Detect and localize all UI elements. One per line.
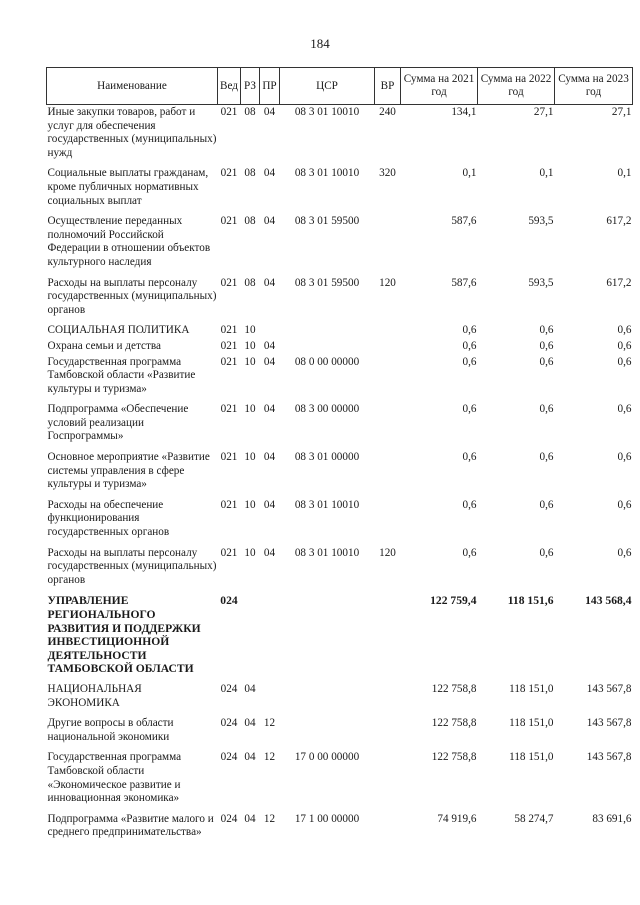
row-ved: 021	[220, 403, 238, 416]
table-row	[47, 403, 633, 451]
row-pr: 12	[263, 812, 276, 825]
row-rz	[241, 594, 260, 683]
row-sum-2021: 0,6	[462, 324, 477, 337]
row-csr: 08 3 01 59500	[294, 276, 360, 289]
table-body	[47, 105, 633, 847]
row-sum-2023: 0,6	[617, 451, 632, 464]
row-name: Социальные выплаты гражданам, кроме публичных нормативных социальных выплат	[47, 167, 209, 207]
row-ved: 024	[220, 594, 238, 608]
row-vr	[375, 594, 401, 683]
row-name: Расходы на выплаты персоналу государственных (муниципальных) органов	[47, 546, 217, 586]
row-csr: 17 0 00 00000	[294, 751, 360, 764]
row-sum-2021: 0,6	[462, 498, 477, 511]
header-sum-2022: Сумма на 2022 год	[478, 68, 555, 105]
row-sum-2023: 83 691,6	[592, 812, 632, 825]
row-sum-2021: 122 758,8	[431, 717, 477, 730]
row-ved: 024	[220, 717, 238, 730]
row-ved: 021	[220, 215, 238, 228]
row-sum-2023: 27,1	[611, 106, 632, 118]
row-name: Осуществление переданных полномочий Российской Федерации в отношении объектов культурного наследия	[47, 215, 211, 268]
row-name: УПРАВЛЕНИЕ РЕГИОНАЛЬНОГО РАЗВИТИЯ И ПОДДЕРЖКИ ИНВЕСТИЦИОННОЙ ДЕЯТЕЛЬНОСТИ ТАМБОВСКОЙ ОБЛАСТИ	[47, 594, 201, 676]
table-row	[47, 451, 633, 499]
row-sum-2022: 0,6	[539, 403, 554, 416]
row-sum-2021: 0,6	[462, 355, 477, 368]
table-row	[47, 499, 633, 547]
row-sum-2023: 617,2	[606, 276, 632, 289]
row-csr: 08 3 01 10010	[294, 106, 360, 118]
row-pr: 04	[263, 167, 276, 180]
row-name: Расходы на выплаты персоналу государственных (муниципальных) органов	[47, 276, 217, 316]
row-name: Охрана семьи и детства	[47, 339, 161, 352]
table-row	[47, 340, 633, 356]
row-sum-2023: 0,6	[617, 498, 632, 511]
table-row	[47, 547, 633, 595]
row-vr: 120	[379, 276, 396, 289]
row-name: Иные закупки товаров, работ и услуг для обеспечения государственных (муниципальных) нужд	[47, 106, 217, 159]
row-csr	[280, 683, 375, 717]
row-sum-2022: 0,6	[539, 355, 554, 368]
row-sum-2021: 134,1	[451, 106, 477, 118]
row-sum-2021: 0,6	[462, 451, 477, 464]
row-pr: 04	[263, 451, 276, 464]
row-sum-2023: 143 568,4	[585, 594, 632, 608]
row-csr: 08 3 01 10010	[294, 546, 360, 559]
row-sum-2021: 122 758,8	[431, 751, 477, 764]
row-csr	[280, 324, 375, 340]
header-ved: Вед	[218, 68, 241, 105]
table-row	[47, 751, 633, 812]
row-rz: 04	[244, 812, 256, 825]
row-vr	[375, 751, 401, 812]
header-sum-2021: Сумма на 2021 год	[401, 68, 478, 105]
table-row	[47, 594, 633, 683]
row-csr: 08 3 01 10010	[294, 498, 360, 511]
row-csr	[280, 594, 375, 683]
row-vr	[375, 499, 401, 547]
row-pr	[260, 324, 280, 340]
row-csr: 08 3 01 00000	[294, 451, 360, 464]
row-ved: 021	[220, 339, 238, 352]
row-ved: 024	[220, 682, 238, 695]
row-vr	[375, 324, 401, 340]
row-csr: 17 1 00 00000	[294, 812, 360, 825]
row-sum-2022: 0,1	[539, 167, 554, 180]
row-pr: 04	[263, 106, 276, 118]
row-ved: 021	[220, 276, 238, 289]
row-rz: 10	[244, 403, 256, 416]
row-pr: 04	[263, 276, 276, 289]
row-csr	[280, 340, 375, 356]
row-sum-2023: 0,6	[617, 339, 632, 352]
row-rz: 04	[244, 717, 256, 730]
row-sum-2023: 0,6	[617, 355, 632, 368]
row-vr	[375, 813, 401, 847]
row-name: Государственная программа Тамбовской области «Экономическое развитие и инновационная экономика»	[47, 751, 182, 805]
row-sum-2021: 0,6	[462, 403, 477, 416]
row-rz: 10	[244, 355, 256, 368]
row-rz: 10	[244, 546, 256, 559]
row-pr	[260, 683, 280, 717]
table-row	[47, 324, 633, 340]
header-rz: РЗ	[241, 68, 260, 105]
row-pr: 04	[263, 498, 276, 511]
table-row	[47, 215, 633, 276]
row-vr	[375, 215, 401, 276]
row-sum-2021: 0,1	[462, 167, 477, 180]
row-rz: 10	[244, 451, 256, 464]
row-name: Государственная программа Тамбовской области «Развитие культуры и туризма»	[47, 355, 196, 395]
row-pr: 04	[263, 546, 276, 559]
table-row	[47, 167, 633, 215]
header-pr: ПР	[260, 68, 280, 105]
table-row	[47, 813, 633, 847]
row-sum-2022: 118 151,6	[507, 594, 554, 608]
row-vr: 320	[379, 167, 396, 180]
row-name: НАЦИОНАЛЬНАЯ ЭКОНОМИКА	[47, 682, 142, 709]
row-rz: 04	[244, 682, 256, 695]
row-sum-2022: 118 151,0	[509, 682, 554, 695]
row-rz: 04	[244, 751, 256, 764]
row-sum-2022: 0,6	[539, 498, 554, 511]
row-pr: 04	[263, 403, 276, 416]
row-csr: 08 3 00 00000	[294, 403, 360, 416]
row-ved: 021	[220, 546, 238, 559]
table-row	[47, 277, 633, 325]
row-sum-2023: 143 567,8	[586, 751, 632, 764]
row-vr	[375, 717, 401, 751]
row-sum-2023: 617,2	[606, 215, 632, 228]
table-row	[47, 105, 633, 168]
row-vr	[375, 451, 401, 499]
row-sum-2022: 0,6	[539, 546, 554, 559]
row-ved: 021	[220, 324, 238, 337]
row-sum-2022: 118 151,0	[509, 717, 554, 730]
row-ved: 024	[220, 812, 238, 825]
row-pr: 12	[263, 751, 276, 764]
row-rz: 10	[244, 498, 256, 511]
row-rz: 08	[244, 106, 256, 118]
header-vr: ВР	[375, 68, 401, 105]
row-ved: 021	[220, 106, 238, 118]
row-ved: 021	[220, 451, 238, 464]
row-sum-2023: 0,1	[617, 167, 632, 180]
row-vr	[375, 356, 401, 404]
row-rz: 08	[244, 215, 256, 228]
row-ved: 021	[220, 167, 238, 180]
row-ved: 021	[220, 355, 238, 368]
row-rz: 08	[244, 276, 256, 289]
row-csr	[280, 717, 375, 751]
row-vr	[375, 340, 401, 356]
row-sum-2022: 0,6	[539, 451, 554, 464]
row-name: Подпрограмма «Развитие малого и среднего предпринимательства»	[47, 812, 214, 839]
row-sum-2021: 0,6	[462, 546, 477, 559]
row-sum-2022: 27,1	[533, 106, 554, 118]
row-sum-2021: 74 919,6	[437, 812, 477, 825]
row-sum-2023: 0,6	[617, 403, 632, 416]
table-row	[47, 683, 633, 717]
row-rz: 08	[244, 167, 256, 180]
row-pr: 04	[263, 339, 276, 352]
table-row	[47, 717, 633, 751]
row-sum-2021: 587,6	[451, 215, 477, 228]
row-sum-2022: 118 151,0	[509, 751, 554, 764]
row-sum-2022: 58 274,7	[514, 812, 554, 825]
row-rz: 10	[244, 324, 256, 337]
row-sum-2021: 122 758,8	[431, 682, 477, 695]
row-name: Другие вопросы в области национальной экономики	[47, 717, 174, 743]
row-ved: 021	[220, 498, 238, 511]
row-sum-2023: 143 567,8	[586, 682, 632, 695]
row-name: Расходы на обеспечение функционирования государственных органов	[47, 498, 170, 539]
budget-table	[46, 67, 633, 847]
row-sum-2022: 0,6	[539, 339, 554, 352]
row-rz: 10	[244, 339, 256, 352]
row-csr: 08 3 01 59500	[294, 215, 360, 228]
row-ved: 024	[220, 751, 238, 764]
row-sum-2021: 122 759,4	[430, 594, 477, 608]
row-sum-2021: 587,6	[451, 276, 477, 289]
header-name: Наименование	[47, 68, 218, 105]
row-sum-2023: 0,6	[617, 324, 632, 337]
table-header-row	[47, 68, 633, 105]
row-vr: 120	[379, 546, 396, 559]
row-name: СОЦИАЛЬНАЯ ПОЛИТИКА	[47, 324, 190, 337]
row-sum-2021: 0,6	[462, 339, 477, 352]
row-pr: 04	[263, 355, 276, 368]
row-sum-2022: 593,5	[528, 276, 554, 289]
row-vr	[375, 403, 401, 451]
row-vr	[375, 683, 401, 717]
row-sum-2023: 0,6	[617, 546, 632, 559]
row-sum-2022: 0,6	[539, 324, 554, 337]
row-sum-2023: 143 567,8	[586, 717, 632, 730]
page-number: 184	[310, 36, 330, 51]
row-pr: 04	[263, 215, 276, 228]
row-name: Основное мероприятие «Развитие системы управления в сфере культуры и туризма»	[47, 451, 210, 491]
row-csr: 08 3 01 10010	[294, 167, 360, 180]
row-pr: 12	[263, 717, 276, 730]
table-row	[47, 356, 633, 404]
row-csr: 08 0 00 00000	[294, 355, 360, 368]
row-name: Подпрограмма «Обеспечение условий реализации Госпрограммы»	[47, 403, 189, 443]
row-vr: 240	[379, 106, 396, 118]
header-sum-2023: Сумма на 2023 год	[555, 68, 633, 105]
header-csr: ЦСР	[280, 68, 375, 105]
row-pr	[260, 594, 280, 683]
row-sum-2022: 593,5	[528, 215, 554, 228]
